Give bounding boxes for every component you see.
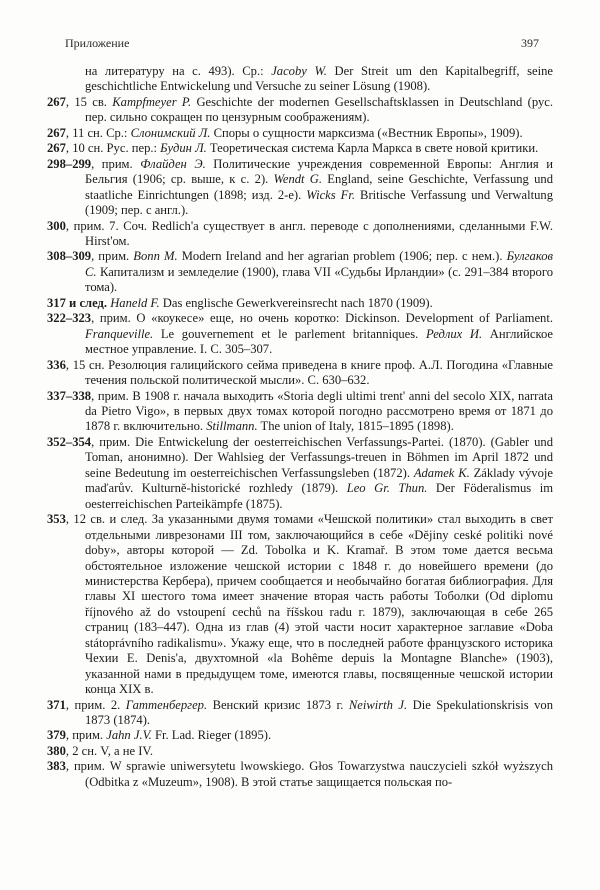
entry-text: , прим. 7. Соч. Redlich'а существует в англ. переводе с дополнениями, сделанными F.W. Hirst'ом. [65, 218, 553, 248]
entry-ref: 317 и след. [47, 295, 108, 310]
entry-ref: 300 [47, 218, 66, 233]
entry-ref: 371 [47, 697, 66, 712]
entry-text: Der Streit um den Kapitalbegriff, seine geschichtliche Entwickelung und Versuche zu seiner Lösung (1908). [85, 64, 553, 94]
entries-list [47, 64, 553, 790]
entry-text: Теоретическая система Карла Маркса в свете новой критики. [206, 141, 539, 156]
entry-text: Der Föderalismus im oesterreichischen Parteikämpfe (1875). [85, 481, 554, 511]
entry-text: Fr. Lad. Rieger (1895). [151, 728, 272, 743]
entry [47, 141, 553, 156]
entry-text: The union of Italy, 1815–1895 (1898). [257, 419, 454, 434]
entry-text: Die Spekulationskrisis von 1873 (1874). [85, 697, 553, 728]
entry-author: Будин Л. [160, 141, 207, 156]
entry-author: Leo Gr. Thun. [346, 481, 428, 496]
entry [47, 728, 553, 743]
entry [47, 249, 553, 295]
entry-author: Jahn J.V. [106, 728, 152, 743]
entry [47, 64, 553, 95]
entry-text: Základy vývoje maďarův. Kulturně-historické rozhledy (1879). [85, 465, 553, 496]
entry-text: , прим. [65, 728, 107, 743]
entry-text: на литературу на с. 493). Ср.: [85, 64, 272, 78]
entry-text: Политические учреждения современной Европы: Англия и Бельгия (1906; ср. выше, к с. 2). [85, 156, 553, 187]
entry-ref: 298–299 [47, 156, 92, 171]
entry-author: Stillmann. [206, 419, 258, 434]
entry-ref: 353 [47, 512, 66, 527]
entry-ref: 337–338 [47, 388, 92, 403]
entry [47, 311, 553, 357]
entry-text: Споры о сущности марксизма («Вестник Европы», 1909). [210, 125, 523, 140]
entry-author: Adamek K. [413, 465, 470, 480]
entry [47, 389, 553, 435]
entry-author: Jacoby W. [271, 64, 327, 78]
entry-ref: 336 [47, 357, 66, 372]
entry [47, 435, 553, 512]
entry-author: Wicks Fr. [306, 187, 356, 202]
entry-text: Britische Verfassung und Verwaltung (1909; пер. с англ.). [85, 187, 553, 218]
page-number: 397 [521, 36, 539, 50]
entry [47, 95, 553, 126]
entry-text: Le gouvernement et le parlement britanniques. [153, 326, 426, 341]
entry [47, 358, 553, 389]
entry-text: Венский кризис 1873 г. [207, 697, 349, 712]
entry-text: Das englische Gewerkvereinsrecht nach 1870 (1909). [159, 295, 433, 310]
entry [47, 698, 553, 729]
entry-text: England, seine Geschichte, Verfassung und staatliche Einrichtungen (1898; изд. 2-е). [85, 172, 553, 202]
entry-author: Haneld F. [110, 295, 160, 310]
entry [47, 157, 553, 219]
entry-ref: 308–309 [47, 249, 92, 264]
entry-text: Geschichte der modernen Gesellschaftsklassen in Deutschland (рус. пер. сильно сокращен по цензурным соображениям). [85, 94, 554, 125]
entry-text: , 2 сн. V, а не IV. [65, 743, 154, 758]
entry-text: , прим. О «коукесе» еще, но очень коротко: Dickinson. Development of Parliament. [91, 311, 553, 326]
entry-text: , прим. [91, 156, 141, 171]
entry-ref: 383 [47, 759, 66, 774]
entry-author: Булгаков С. [85, 249, 553, 279]
entry-text: , прим. Die Entwickelung der oesterreichischen Verfassungs-Partei. (1870). (Gabler und Toman, анонимно). Der Wahlsieg der Verfassungs-treuen in Böhmen im April 1872 und seine Bedeutung im oesterreichischen Verfassungsleben (1872). [85, 434, 553, 480]
entry [47, 744, 553, 759]
entry-ref: 322–323 [47, 311, 92, 326]
entry-author: Neiwirth J. [348, 697, 408, 712]
entry-author: Bonn M. [133, 249, 178, 264]
entry-text: , 15 св. [65, 94, 113, 109]
entry [47, 219, 553, 250]
entry-text: Modern Ireland and her agrarian problem (1906; пер. с нем.). [177, 249, 507, 264]
entry-author: Kampfmeyer P. [112, 94, 192, 109]
entry [47, 126, 553, 141]
entry-text: , прим. [91, 249, 134, 264]
entry-text: , прим. 2. [65, 697, 126, 712]
entry-text: , прим. W sprawie uniwersytetu lwowskiego. Głos Towarzystwa nauczycieli szkół wyższych (Odbitka z «Muzeum», 1908). В этой статье защищается польская по- [65, 759, 553, 789]
entry-author: Редлих И. [425, 326, 483, 341]
entry-author: Флайден Э. [140, 156, 206, 171]
entry-author: Wendt G. [273, 172, 323, 187]
page-header [47, 36, 553, 51]
entry-ref: 352–354 [47, 434, 92, 449]
entry-text: , 11 сн. Ср.: [65, 125, 131, 140]
entry [47, 512, 553, 697]
entry-author: Гаттенбергер. [125, 697, 208, 712]
entry-text: Английское местное управление. I. С. 305–307. [85, 326, 554, 357]
entry [47, 296, 553, 311]
entry-author: Franqueville. [85, 326, 154, 341]
entry-text: , прим. В 1908 г. начала выходить «Storia degli ultimi trent' anni del secolo XIX, narrata da Pietro Vigo», в первых двух томах которой погодно рассмотрено время от 1871 до 1878 г. включительно. [85, 388, 553, 434]
entry-author: Слонимский Л. [130, 125, 211, 140]
running-title: Приложение [65, 36, 130, 50]
entry-text: Капитализм и земледелие (1900), глава VII «Судьбы Ирландии» (с. 291–384 второго тома). [85, 264, 553, 295]
entry-ref: 380 [47, 743, 66, 758]
entry-text: , 10 сн. Рус. пер.: [65, 141, 161, 156]
entry-text: , 12 св. и след. За указанными двумя томами «Чешской политики» стал выходить в свет отдельными ливрезонами III том, заключающийся в себе «Dějiny ceské politiki nové doby», авторы которой — Zd. Tobolka и K. Kramař. В этом томе дается весьма обстоятельное изложение чешской истории с 1848 г. до новейшего времени (до министерства Кербера), причем сообщается и необычайно богатая библиография. Для главы XI шестого тома имеет значение вторая часть работы Тоболки (Od diplomu říjnového až do vstoupení cechů na říšskou radu г. 1879), заключающая в себе 265 страниц (183–447). Одна из глав (4) этой части носит характерное заглавие «Doba státoprávního radikalismu». Укажу еще, что в последней работе французского историка Чехии E. Denis'а, двухтомной «la Bohême depuis la Montagne Blanche» (1903), указанной нами в предыдущем томе, имеются главы, посвященные чешской истории конца XIX в. [65, 512, 553, 697]
entry-ref: 267 [47, 125, 66, 140]
entry-ref: 267 [47, 94, 66, 109]
entry-ref: 267 [47, 141, 66, 156]
entry [47, 759, 553, 790]
entry-text: , 15 сн. Резолюция галицийского сейма приведена в книге проф. А.Л. Погодина «Главные течения польской политической мысли». С. 630–632. [65, 357, 553, 388]
entry-ref: 379 [47, 728, 66, 743]
